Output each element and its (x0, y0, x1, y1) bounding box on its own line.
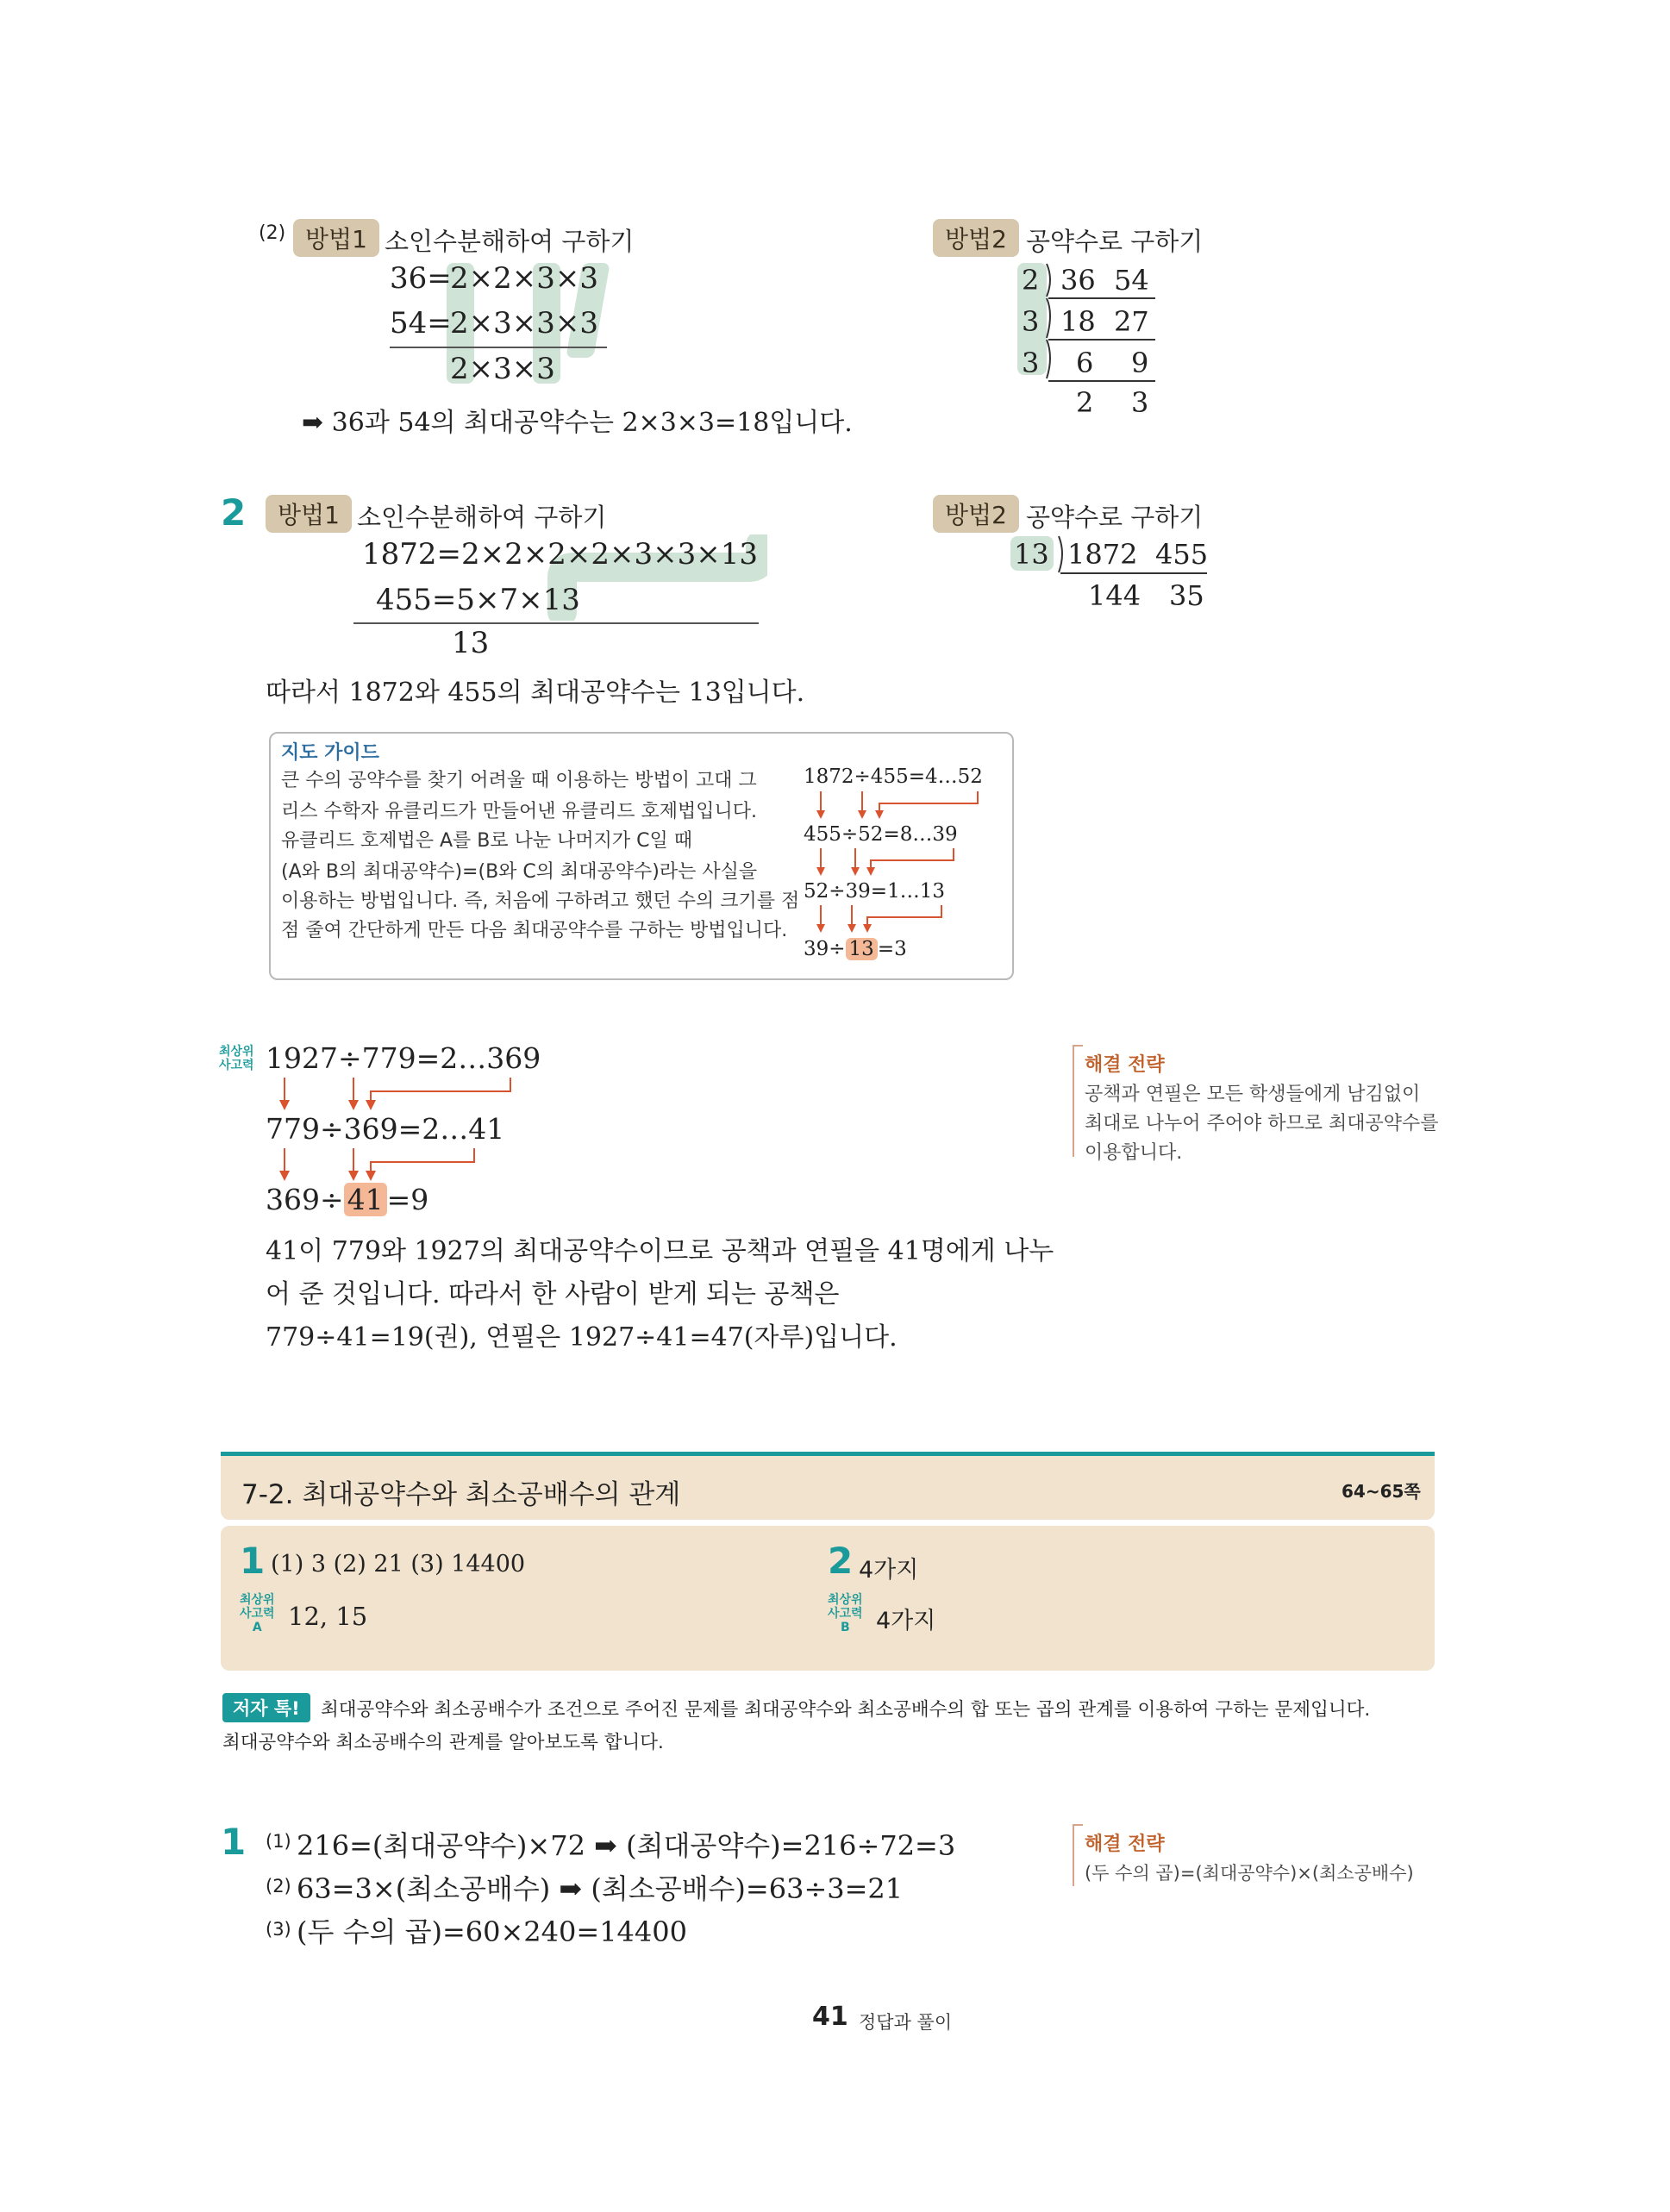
s1-part-label: (2) (259, 222, 286, 244)
s1-conclusion: ➡ 36과 54의 최대공약수는 2×3×3=18입니다. (302, 408, 853, 438)
s1-div-a3: 6 (1076, 347, 1094, 379)
s3-strategy-title: 해결 전략 (1085, 1054, 1165, 1076)
s1-final-b: 3 (1131, 386, 1149, 419)
s3-arrows (259, 1076, 535, 1188)
s2-divider (353, 622, 759, 624)
s1-divider (390, 347, 607, 348)
s4-part1-label: (1) (266, 1831, 291, 1852)
s3-eq1: 1927÷779=2…369 (266, 1041, 541, 1075)
sec72-title: 7-2. 최대공약수와 최소공배수의 관계 (241, 1479, 681, 1510)
sec72-a3-tag1: 최상위 (240, 1593, 275, 1607)
s2-div-b: 455 (1155, 538, 1209, 571)
s4-part2-label: (2) (266, 1876, 291, 1896)
s1-row1-right: 2×2×3×3 (450, 261, 598, 296)
s4-part3-label: (3) (266, 1919, 291, 1940)
s3-strategy-line-3: 이용합니다. (1085, 1142, 1183, 1164)
s4-problem-number: 1 (221, 1821, 247, 1863)
sec72-a1-text: (1) 3 (2) 21 (3) 14400 (271, 1551, 526, 1578)
s2-row2: 455=5×7×13 (376, 583, 580, 617)
footer-label: 정답과 풀이 (859, 2012, 953, 2033)
guide-eq3: 52÷39=1…13 (804, 880, 945, 903)
s4-strategy-title: 해결 전략 (1085, 1834, 1165, 1855)
sec72-a4-tag2: 사고력 (828, 1607, 863, 1621)
s3-tag-line2: 사고력 (219, 1059, 254, 1072)
s1-div-b3: 9 (1131, 347, 1149, 379)
s1-final-a: 2 (1076, 386, 1094, 419)
sec72-a3-tag (240, 1593, 275, 1634)
s3-tag-line1: 최상위 (219, 1045, 254, 1059)
s4-strategy-text: (두 수의 곱)=(최대공약수)×(최소공배수) (1085, 1863, 1414, 1884)
s1-row1-left: 36= (390, 261, 452, 296)
sec72-a3-letter: A (252, 1621, 262, 1634)
s2-div-a: 1872 (1067, 538, 1138, 571)
s1-row3: 2×3×3 (450, 352, 555, 386)
s1-method2-tag: 방법2 (933, 219, 1019, 257)
guide-line-3: 유클리드 호제법은 A를 B로 나눈 나머지가 C일 때 (281, 830, 692, 852)
s2-res-a: 144 (1088, 579, 1141, 612)
guide-eq2: 455÷52=8…39 (804, 823, 958, 846)
s3-line-2: 어 준 것입니다. 따라서 한 사람이 받게 되는 공책은 (266, 1279, 840, 1309)
s1-div-b1: 54 (1114, 264, 1149, 297)
s2-division-bracket (1055, 534, 1210, 578)
guide-eq1: 1872÷455=4…52 (804, 765, 983, 788)
guide-line-4: (A와 B의 최대공약수)=(B와 C의 최대공약수)라는 사실을 (281, 861, 758, 883)
s4-line-1: 216=(최대공약수)×72 ➡ (최대공약수)=216÷72=3 (297, 1829, 956, 1862)
s1-method1-label: 소인수분해하여 구하기 (385, 227, 635, 256)
s2-res-b: 35 (1169, 579, 1204, 612)
s1-row2-right: 2×3×3×3 (450, 306, 598, 341)
s4-strategy-bar (1073, 1824, 1074, 1886)
guide-line-1: 큰 수의 공약수를 찾기 어려울 때 이용하는 방법이 고대 그 (281, 770, 757, 791)
guide-eq4-pre: 39÷ (804, 938, 846, 960)
s1-method2-label: 공약수로 구하기 (1026, 227, 1204, 256)
guide-line-6: 점 줄여 간단하게 만든 다음 최대공약수를 구하는 방법입니다. (281, 920, 788, 941)
s1-div-d3: 3 (1022, 347, 1040, 379)
s2-row3: 13 (452, 626, 490, 660)
sec72-a4-text: 4가지 (876, 1608, 936, 1634)
tip-badge: 저자 톡! (222, 1693, 310, 1722)
guide-eq4-post: =3 (877, 938, 907, 960)
s1-method1-tag: 방법1 (293, 219, 379, 257)
guide-title: 지도 가이드 (281, 742, 379, 764)
s1-division-brackets (1043, 262, 1164, 391)
s2-row1: 1872=2×2×2×2×3×3×13 (362, 537, 758, 572)
sec72-a3-tag2: 사고력 (240, 1607, 275, 1621)
guide-eq4-highlight: 13 (846, 938, 878, 960)
s3-eq3-pre: 369÷ (266, 1183, 344, 1216)
guide-arrows (802, 786, 1000, 941)
sec72-a3-text: 12, 15 (288, 1602, 368, 1631)
s1-div-b2: 27 (1114, 305, 1149, 338)
page-number: 41 (812, 2002, 848, 2032)
s3-strategy-tick (1073, 1045, 1083, 1047)
sec72-a1-num: 1 (240, 1540, 266, 1582)
s2-div-d: 13 (1014, 538, 1049, 571)
s1-div-d1: 2 (1022, 264, 1040, 297)
sec72-a2-text: 4가지 (859, 1557, 919, 1584)
s3-tag (219, 1045, 254, 1072)
s3-eq3-highlight: 41 (344, 1183, 387, 1216)
tip-line-1: 최대공약수와 최소공배수가 조건으로 주어진 문제를 최대공약수와 최소공배수의 합 또는 곱의 관계를 이용하여 구하는 문제입니다. (321, 1699, 1371, 1721)
s2-conclusion: 따라서 1872와 455의 최대공약수는 13입니다. (266, 678, 805, 708)
s2-problem-number: 2 (221, 491, 247, 534)
s4-line-3: (두 수의 곱)=60×240=14400 (297, 1915, 687, 1948)
sec72-a4-tag1: 최상위 (828, 1593, 863, 1607)
s1-div-d2: 3 (1022, 305, 1040, 338)
sec72-pages: 64~65쪽 (1342, 1481, 1421, 1502)
s2-method1-label: 소인수분해하여 구하기 (357, 503, 607, 532)
sec72-a4-tag (828, 1593, 863, 1634)
sec72-a2-num: 2 (828, 1540, 854, 1582)
s1-div-a1: 36 (1060, 264, 1096, 297)
s3-line-1: 41이 779와 1927의 최대공약수이므로 공책과 연필을 41명에게 나누 (266, 1236, 1054, 1266)
s1-row2-left: 54= (390, 306, 452, 341)
guide-line-2: 리스 수학자 유클리드가 만들어낸 유클리드 호제법입니다. (281, 801, 758, 822)
s4-line-2: 63=3×(최소공배수) ➡ (최소공배수)=63÷3=21 (297, 1872, 904, 1905)
sec72-a4-letter: B (840, 1621, 850, 1634)
s2-method2-tag: 방법2 (933, 495, 1019, 533)
s3-eq3-post: =9 (386, 1183, 429, 1216)
guide-line-5: 이용하는 방법입니다. 즉, 처음에 구하려고 했던 수의 크기를 점 (281, 890, 800, 912)
s3-strategy-line-2: 최대로 나누어 주어야 하므로 최대공약수를 (1085, 1113, 1439, 1134)
s3-strategy-bar (1073, 1045, 1074, 1157)
s4-strategy-tick (1073, 1824, 1083, 1826)
tip-line-2: 최대공약수와 최소공배수의 관계를 알아보도록 합니다. (222, 1732, 664, 1753)
s3-line-3: 779÷41=19(권), 연필은 1927÷41=47(자루)입니다. (266, 1322, 898, 1353)
s3-eq2: 779÷369=2…41 (266, 1112, 505, 1146)
s2-method1-tag: 방법1 (266, 495, 352, 533)
s1-div-a2: 18 (1060, 305, 1096, 338)
s2-method2-label: 공약수로 구하기 (1026, 503, 1204, 532)
s3-strategy-line-1: 공책과 연필은 모든 학생들에게 남김없이 (1085, 1084, 1421, 1105)
